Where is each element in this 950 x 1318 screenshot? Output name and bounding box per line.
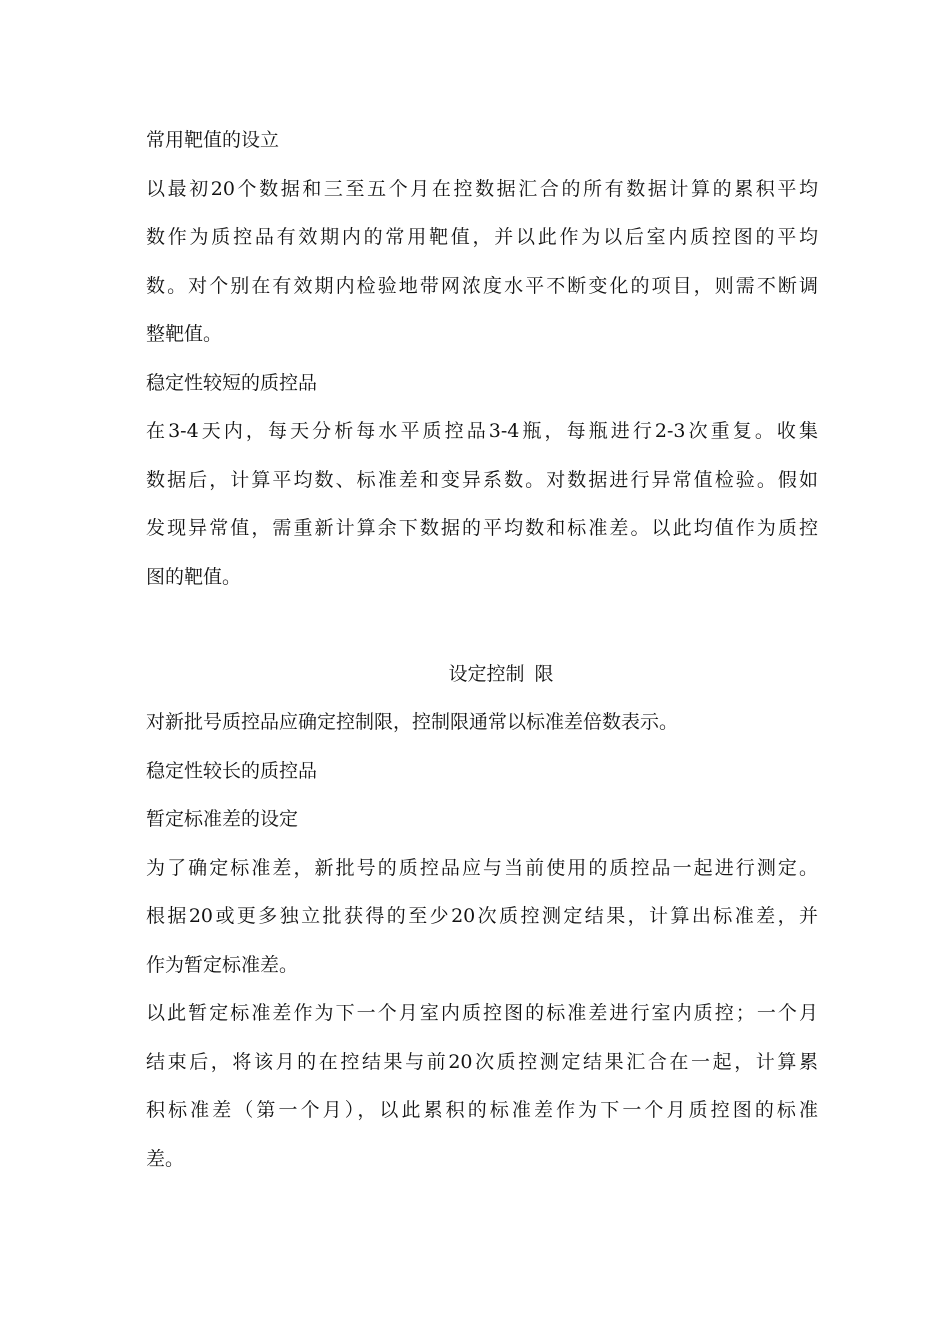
paragraph-line: 以最初20个数据和三至五个月在控数据汇合的所有数据计算的累积平均 — [146, 177, 818, 200]
paragraph-line: 积标准差（第一个月），以此累积的标准差作为下一个月质控图的标准 — [146, 1099, 818, 1121]
heading-text-part: 限 — [534, 662, 554, 685]
paragraph-line: 图的靶值。 — [146, 565, 242, 588]
subheading-long-stability: 稳定性较长的质控品 — [146, 759, 318, 782]
paragraph-line: 差。 — [146, 1147, 185, 1170]
paragraph-line: 数。对个别在有效期内检验地带网浓度水平不断变化的项目，则需不断调 — [146, 274, 818, 297]
paragraph-line: 在3-4天内，每天分析每水平质控品3-4瓶，每瓶进行2-3次重复。收集 — [146, 420, 818, 442]
paragraph-line: 数据后，计算平均数、标准差和变异系数。对数据进行异常值检验。假如 — [146, 468, 818, 491]
paragraph-line: 为了确定标准差，新批号的质控品应与当前使用的质控品一起进行测定。 — [146, 856, 818, 879]
section-heading-short-stability: 稳定性较短的质控品 — [146, 371, 318, 394]
paragraph-line: 发现异常值，需重新计算余下数据的平均数和标准差。以此均值作为质控 — [146, 517, 818, 539]
section-heading-control-limits — [146, 650, 818, 699]
paragraph-line: 作为暂定标准差。 — [146, 953, 299, 976]
paragraph-line: 结束后，将该月的在控结果与前20次质控测定结果汇合在一起，计算累 — [146, 1050, 818, 1073]
subheading-provisional-sd: 暂定标准差的设定 — [146, 808, 299, 830]
section-heading-common-target: 常用靶值的设立 — [146, 129, 280, 151]
paragraph-line: 整靶值。 — [146, 323, 223, 345]
document-body — [146, 116, 818, 1183]
paragraph-line: 根据20或更多独立批获得的至少20次质控测定结果，计算出标准差，并 — [146, 905, 818, 927]
paragraph-line: 对新批号质控品应确定控制限，控制限通常以标准差倍数表示。 — [146, 711, 679, 733]
blank-line — [146, 601, 818, 650]
paragraph-line: 数作为质控品有效期内的常用靶值，并以此作为以后室内质控图的平均 — [146, 226, 818, 248]
paragraph-line: 以此暂定标准差作为下一个月室内质控图的标准差进行室内质控；一个月 — [146, 1002, 818, 1024]
heading-text-part: 设定控制 — [448, 662, 525, 685]
